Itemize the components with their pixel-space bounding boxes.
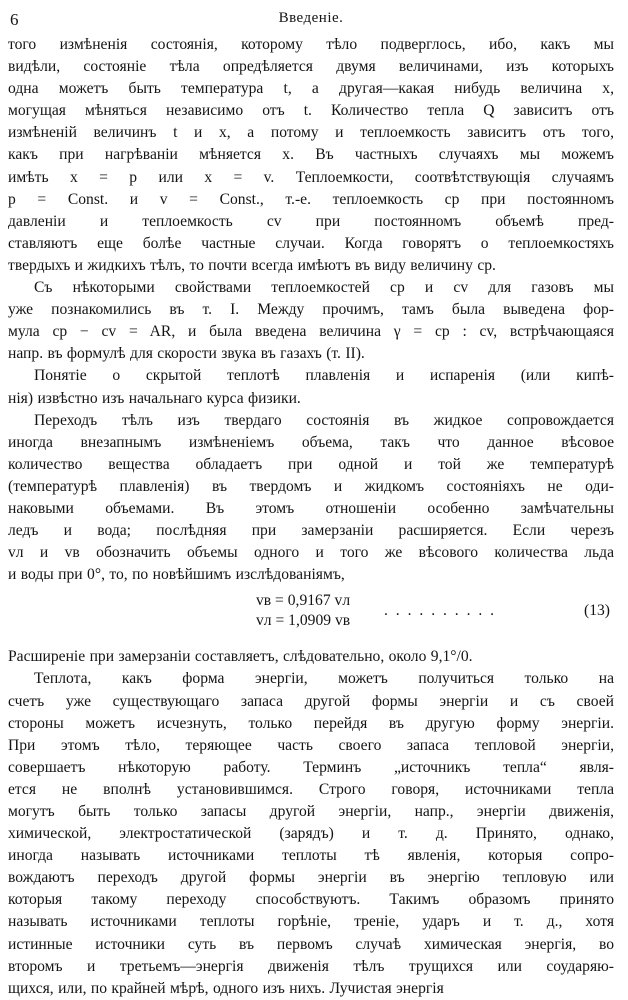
text-line: могущая мѣняться независимо отъ t. Количество тепла Q зависитъ отъ: [8, 102, 614, 120]
text-body-before-equation: [8, 34, 614, 586]
text-line: иногда называть источниками теплоты тѣ явленiя, которыя сопро-: [8, 847, 614, 865]
book-page: [8, 0, 614, 997]
text-line: называть источниками теплоты горѣнiе, тренiе, ударъ и т. д., хотя: [8, 913, 614, 931]
text-line: Съ нѣкоторыми свойствами теплоемкостей cp и cv для газовъ мы: [34, 279, 614, 297]
text-line: (температурѣ плавленiя) въ твердомъ и жидкомъ состоянiяхъ не оди-: [8, 477, 614, 495]
text-line: совершаетъ нѣкоторую работу. Терминъ „источникъ тепла“ явля-: [8, 758, 614, 776]
text-line: ледъ и вода; послѣдняя при замерзанiи расширяется. Если черезъ: [8, 522, 614, 540]
text-line: напр. въ формулѣ для скорости звука въ газахъ (т. II).: [8, 345, 365, 363]
paragraph-p3: [8, 365, 614, 409]
running-head: Введенiе.: [278, 10, 344, 26]
text-line: истинные источники суть въ первомъ случаѣ химическая энергiя, во: [8, 935, 614, 953]
text-line: давленiи и теплоемкость cv при постоянномъ объемѣ пред-: [8, 212, 614, 230]
text-line: количество вещества обладаетъ при одной и той же температурѣ: [8, 455, 614, 473]
text-line: и воды при 0°, то, по новѣйшимъ изслѣдованiямъ,: [8, 566, 345, 584]
equation-number: (13): [584, 602, 610, 620]
text-line: ется не вполнѣ установившимся. Строго говоря, источниками тепла: [8, 780, 614, 798]
text-body-after-equation: [8, 646, 614, 1000]
paragraph-p1: [8, 34, 614, 277]
text-line: химической, электростатической (зарядъ) и т. д. Принято, однако,: [8, 825, 614, 843]
text-line: нiя) извѣстно изъ начальнаго курса физики.: [8, 389, 301, 407]
text-line: При этомъ тѣло, теряющее часть своего запаса тепловой энергiи,: [8, 736, 614, 754]
text-line: наковыми объемами. Въ этомъ отношенiи особенно замѣчательны: [8, 499, 614, 517]
paragraph-p5: [8, 646, 614, 668]
text-line: иногда внезапнымъ измѣненiемъ объема, такъ что данное вѣсовое: [8, 433, 614, 451]
equation-line-2: vл = 1,0909 vв: [256, 612, 351, 630]
text-line: счетъ уже существующаго запаса другой формы энергiи и съ своей: [8, 692, 614, 710]
text-line: имѣть x = p или x = v. Теплоемкости, соотвѣтствующiя случаямъ: [8, 168, 614, 186]
text-line: p = Const. и v = Const., т.-е. теплоемкость cp при постоянномъ: [8, 190, 614, 208]
text-line: измѣненiй величинъ t и x, а потому и теплоемкость зависитъ отъ того,: [8, 124, 614, 142]
paragraph-p4: [8, 410, 614, 587]
equation-line-1: vв = 0,9167 vл: [256, 592, 351, 610]
text-line: какъ при нагрѣванiи мѣняется x. Въ частныхъ случаяхъ мы можемъ: [8, 146, 614, 164]
text-line: стороны можетъ исчезнуть, только перейдя въ другую форму энергiи.: [8, 714, 614, 732]
page-header: [8, 0, 614, 34]
text-line: второмъ и третьемъ—энергiя движенiя тѣлъ трущихся или соударяю-: [8, 957, 614, 975]
paragraph-p6: [8, 668, 614, 999]
text-line: мула cp − cv = AR, и была введена величина γ = cp : cv, встрѣчающаяся: [8, 323, 614, 341]
text-line: ставляютъ еще болѣе частные случаи. Когда говорятъ о теплоемкостяхъ: [8, 234, 614, 252]
text-line: Понятiе о скрытой теплотѣ плавленiя и испаренiя (или кипѣ-: [34, 367, 614, 385]
text-line: могутъ быть только запасы другой энергiи, напр., энергiи движенiя,: [8, 803, 614, 820]
equation-13: [8, 590, 614, 640]
text-line: Теплота, какъ форма энергiи, можетъ получиться только на: [34, 670, 614, 688]
text-line: одна можетъ быть температура t, а другая—какая нибудь величина x,: [8, 80, 614, 98]
text-line: твердыхъ и жидкихъ тѣлъ, то почти всегда имѣютъ въ виду величину cp.: [8, 256, 496, 274]
text-line: Переходъ тѣлъ изъ твердаго состоянiя въ жидкое сопровождается: [34, 411, 614, 429]
text-line: видѣли, состоянiе тѣла опредѣляется двумя величинами, изъ которыхъ: [8, 58, 614, 76]
text-line: которыя такому переходу способствуютъ. Такимъ образомъ принято: [8, 891, 614, 909]
text-line: вождаютъ переходъ другой формы энергiи въ энергiю тепловую или: [8, 869, 614, 887]
text-line: того измѣненiя состоянiя, которому тѣло подверглось, ибо, какъ мы: [8, 36, 614, 53]
text-line: уже познакомились въ т. I. Между прочимъ, тамъ была выведена фор-: [8, 301, 614, 319]
paragraph-p2: [8, 277, 614, 365]
equation-leader-dots: . . . . . . . . . .: [384, 602, 497, 620]
text-line: vл и vв обозначить объемы одного и того же вѣсового количества льда: [8, 544, 614, 562]
text-line: щихся, или, по крайней мѣрѣ, одного изъ нихъ. Лучистая энергiя: [8, 979, 444, 997]
page-number: 6: [10, 10, 19, 29]
text-line: Расширенiе при замерзанiи составляетъ, слѣдовательно, около 9,1°/0.: [8, 648, 473, 666]
